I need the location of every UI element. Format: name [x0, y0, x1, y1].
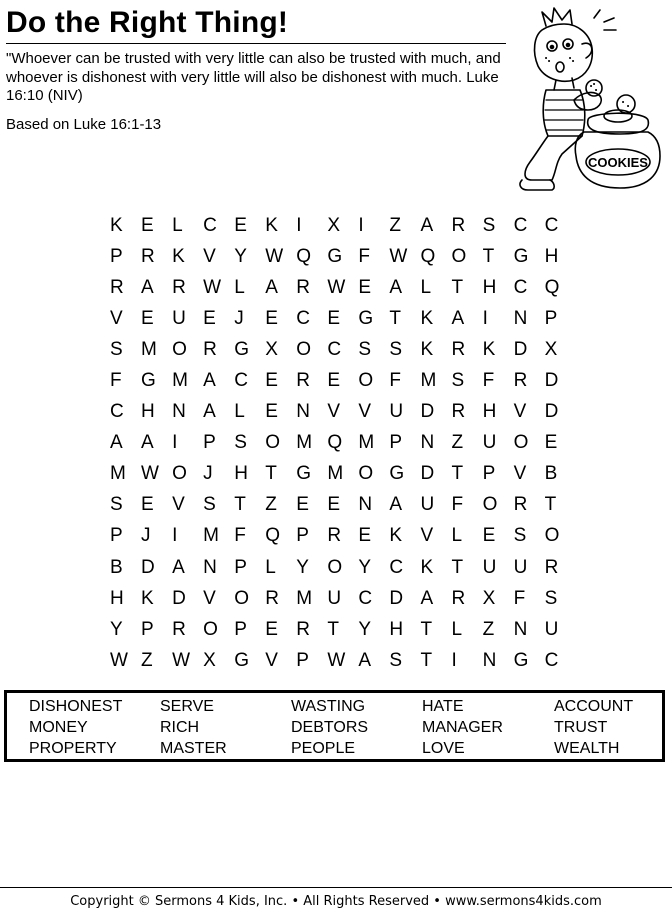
grid-letter: A — [358, 649, 372, 671]
grid-letter: S — [358, 339, 372, 361]
grid-letter: R — [513, 370, 528, 392]
grid-letter: N — [358, 494, 373, 516]
grid-letter: D — [420, 401, 435, 423]
grid-letter: Y — [234, 246, 247, 268]
grid-letter: E — [234, 215, 247, 236]
word-bank-item: MANAGER — [422, 719, 503, 736]
grid-letter: T — [451, 463, 464, 485]
grid-letter: M — [110, 463, 126, 485]
grid-letter: P — [482, 463, 496, 485]
grid-letter: Y — [358, 556, 372, 578]
grid-letter: F — [451, 494, 464, 516]
grid-letter: R — [451, 215, 466, 236]
grid-letter: Z — [389, 215, 402, 236]
grid-letter: A — [420, 215, 434, 236]
grid-letter: K — [110, 215, 123, 236]
grid-letter: G — [234, 339, 249, 361]
grid-letter: H — [544, 246, 559, 268]
boy-shoe — [520, 180, 554, 190]
grid-letter: M — [203, 525, 219, 547]
grid-letter: G — [327, 246, 343, 268]
grid-letter: E — [482, 525, 496, 547]
word-bank-item: DEBTORS — [291, 719, 369, 736]
grid-letter: D — [389, 587, 404, 609]
grid-letter: E — [141, 215, 154, 236]
grid-letter: M — [172, 370, 188, 392]
grid-letter: E — [296, 494, 309, 516]
grid-letter: H — [110, 587, 124, 609]
grid-letter: E — [265, 370, 278, 392]
grid-row — [110, 215, 576, 246]
grid-letter: P — [110, 525, 123, 547]
grid-letter: P — [544, 308, 558, 330]
grid-letter: T — [451, 277, 464, 299]
grid-letter: R — [513, 494, 528, 516]
grid-letter: A — [451, 308, 465, 330]
grid-letter: F — [110, 370, 122, 392]
grid-letter: X — [265, 339, 278, 361]
grid-letter: G — [358, 308, 374, 330]
grid-letter: F — [513, 587, 526, 609]
grid-letter: D — [172, 587, 186, 609]
grid-letter: K — [420, 339, 434, 361]
grid-letter: H — [234, 463, 248, 485]
grid-letter: U — [389, 401, 404, 423]
grid-letter: T — [451, 556, 464, 578]
grid-letter: E — [141, 494, 154, 516]
grid-letter: V — [513, 463, 527, 485]
grid-letter: V — [513, 401, 527, 423]
grid-letter: T — [544, 494, 557, 516]
grid-letter: I — [482, 308, 488, 330]
grid-letter: I — [172, 432, 178, 454]
grid-letter: Z — [265, 494, 277, 516]
grid-letter: I — [451, 649, 457, 671]
grid-letter: H — [482, 277, 497, 299]
grid-letter: C — [513, 277, 528, 299]
grid-letter: O — [358, 463, 374, 485]
grid-letter: B — [110, 556, 123, 578]
grid-letter: A — [203, 401, 216, 423]
grid-letter: S — [513, 525, 527, 547]
grid-letter: L — [234, 401, 245, 423]
word-bank-item: SERVE — [160, 698, 214, 715]
grid-letter: C — [389, 556, 404, 578]
grid-letter: K — [420, 556, 434, 578]
grid-letter: S — [544, 587, 558, 609]
grid-letter: P — [296, 525, 309, 547]
grid-letter: H — [389, 618, 404, 640]
grid-letter: P — [296, 649, 309, 671]
grid-letter: W — [141, 463, 159, 485]
grid-letter: K — [141, 587, 154, 609]
grid-letter: P — [141, 618, 154, 640]
grid-letter: E — [358, 525, 372, 547]
grid-letter: U — [327, 587, 342, 609]
boy-head — [535, 24, 593, 81]
grid-row — [110, 246, 576, 277]
word-bank-item: LOVE — [422, 740, 465, 757]
grid-letter: R — [110, 277, 124, 299]
grid-letter: T — [420, 618, 433, 640]
word-bank-item: PROPERTY — [29, 740, 117, 757]
grid-letter: T — [265, 463, 277, 485]
grid-letter: L — [451, 618, 463, 640]
word-bank-item: PEOPLE — [291, 740, 356, 757]
grid-letter: G — [513, 649, 529, 671]
grid-letter: E — [327, 494, 341, 516]
grid-letter: C — [110, 401, 124, 423]
grid-letter: P — [389, 432, 403, 454]
grid-letter: N — [203, 556, 217, 578]
grid-letter: P — [234, 556, 247, 578]
grid-letter: N — [482, 649, 497, 671]
grid-letter: D — [544, 401, 559, 423]
grid-letter: W — [389, 246, 408, 268]
grid-row — [110, 494, 576, 525]
grid-letter: W — [327, 277, 346, 299]
grid-letter: U — [513, 556, 528, 578]
grid-letter: T — [327, 618, 339, 640]
grid-letter: L — [451, 525, 463, 547]
grid-letter: S — [110, 494, 123, 516]
grid-letter: K — [172, 246, 185, 268]
grid-letter: U — [420, 494, 435, 516]
grid-letter: E — [265, 618, 278, 640]
grid-letter: O — [358, 370, 374, 392]
word-bank-item: TRUST — [554, 719, 608, 736]
word-bank-item: HATE — [422, 698, 464, 715]
grid-letter: S — [234, 432, 247, 454]
grid-letter: U — [544, 618, 559, 640]
grid-letter: Y — [358, 618, 372, 640]
grid-letter: R — [296, 618, 311, 640]
grid-row — [110, 339, 576, 370]
grid-letter: E — [327, 370, 341, 392]
grid-letter: F — [358, 246, 370, 268]
boy-legs — [525, 136, 582, 180]
grid-letter: U — [482, 432, 497, 454]
word-bank-item: WEALTH — [554, 740, 620, 757]
word-bank-item: MONEY — [29, 719, 88, 736]
grid-letter: O — [451, 246, 467, 268]
grid-letter: C — [203, 215, 217, 236]
grid-letter: J — [203, 463, 213, 485]
grid-letter: F — [482, 370, 495, 392]
grid-letter: C — [358, 587, 373, 609]
grid-letter: Q — [420, 246, 436, 268]
grid-letter: O — [513, 432, 529, 454]
grid-letter: R — [451, 339, 466, 361]
grid-letter: V — [203, 246, 216, 268]
grid-letter: E — [203, 308, 216, 330]
grid-letter: F — [234, 525, 246, 547]
footer-divider — [0, 887, 672, 888]
grid-letter: O — [265, 432, 281, 454]
grid-letter: R — [544, 556, 559, 578]
word-search-grid — [110, 215, 576, 681]
grid-letter: E — [265, 401, 278, 423]
grid-letter: O — [327, 556, 343, 578]
grid-row — [110, 308, 576, 339]
grid-letter: V — [110, 308, 123, 330]
grid-letter: D — [141, 556, 155, 578]
grid-letter: R — [203, 339, 217, 361]
grid-letter: G — [389, 463, 405, 485]
grid-letter: A — [172, 556, 185, 578]
grid-letter: R — [141, 246, 155, 268]
grid-letter: C — [513, 215, 528, 236]
grid-letter: T — [482, 246, 495, 268]
grid-letter: V — [172, 494, 185, 516]
page-title: Do the Right Thing! — [6, 6, 289, 39]
word-bank-item: DISHONEST — [29, 698, 123, 715]
word-bank-item: WASTING — [291, 698, 366, 715]
jar-label-text: COOKIES — [588, 155, 648, 170]
grid-letter: O — [482, 494, 498, 516]
boy-with-cookie-jar-illustration — [512, 4, 662, 194]
grid-letter: O — [296, 339, 312, 361]
grid-letter: V — [265, 649, 278, 671]
grid-letter: Z — [482, 618, 495, 640]
grid-letter: U — [482, 556, 497, 578]
grid-letter: M — [358, 432, 375, 454]
grid-letter: G — [296, 463, 312, 485]
grid-letter: A — [389, 494, 403, 516]
grid-letter: U — [172, 308, 186, 330]
grid-letter: H — [482, 401, 497, 423]
scripture-reference: Based on Luke 16:1-13 — [6, 116, 162, 133]
grid-letter: R — [451, 401, 466, 423]
grid-letter: I — [296, 215, 302, 236]
grid-letter: N — [513, 618, 528, 640]
grid-row — [110, 370, 576, 401]
grid-letter: P — [203, 432, 216, 454]
grid-letter: K — [420, 308, 434, 330]
word-bank-item: MASTER — [160, 740, 227, 757]
grid-letter: A — [110, 432, 123, 454]
grid-letter: R — [296, 277, 311, 299]
grid-letter: I — [358, 215, 364, 236]
boy-hair — [542, 8, 572, 26]
grid-letter: O — [234, 587, 249, 609]
grid-letter: K — [265, 215, 278, 236]
grid-letter: I — [172, 525, 178, 547]
grid-row — [110, 619, 576, 650]
grid-letter: L — [420, 277, 432, 299]
grid-letter: O — [544, 525, 560, 547]
grid-letter: L — [172, 215, 183, 236]
grid-letter: T — [234, 494, 246, 516]
grid-letter: W — [327, 649, 346, 671]
grid-letter: S — [389, 339, 403, 361]
grid-letter: V — [358, 401, 372, 423]
title-divider — [6, 43, 506, 44]
grid-letter: R — [172, 618, 186, 640]
grid-letter: M — [296, 432, 313, 454]
grid-letter: Y — [110, 618, 123, 640]
grid-letter: A — [141, 432, 154, 454]
grid-letter: O — [172, 339, 187, 361]
boy-mouth — [556, 62, 564, 72]
surprise-marks — [594, 10, 616, 30]
grid-letter: T — [420, 649, 433, 671]
grid-letter: Y — [296, 556, 309, 578]
copyright-footer: Copyright © Sermons 4 Kids, Inc. • All Rights Reserved • www.sermons4kids.com — [70, 894, 602, 909]
grid-letter: Q — [327, 432, 343, 454]
grid-letter: B — [544, 463, 558, 485]
grid-letter: E — [141, 308, 154, 330]
grid-letter: W — [172, 649, 191, 671]
grid-letter: X — [203, 649, 216, 671]
grid-letter: N — [296, 401, 311, 423]
word-bank-item: ACCOUNT — [554, 698, 634, 715]
grid-letter: W — [110, 649, 128, 671]
grid-letter: M — [420, 370, 437, 392]
grid-letter: K — [389, 525, 403, 547]
grid-letter: C — [327, 339, 342, 361]
grid-letter: E — [544, 432, 558, 454]
grid-letter: G — [141, 370, 156, 392]
grid-letter: X — [544, 339, 558, 361]
grid-letter: N — [513, 308, 528, 330]
grid-letter: Q — [296, 246, 312, 268]
grid-row — [110, 463, 576, 494]
grid-letter: K — [482, 339, 496, 361]
grid-letter: A — [420, 587, 434, 609]
grid-row — [110, 432, 576, 463]
grid-letter: S — [482, 215, 496, 236]
grid-letter: C — [234, 370, 248, 392]
grid-row — [110, 277, 576, 308]
grid-letter: D — [420, 463, 435, 485]
grid-letter: C — [296, 308, 311, 330]
grid-letter: V — [420, 525, 434, 547]
grid-letter: E — [327, 308, 341, 330]
grid-letter: H — [141, 401, 155, 423]
grid-letter: E — [358, 277, 372, 299]
grid-letter: Z — [451, 432, 464, 454]
grid-letter: A — [141, 277, 154, 299]
bible-verse: "Whoever can be trusted with very little can also be trusted with much, and whoever is dishonest with very little will also be dishonest with much. Luke 16:10 (NIV) — [6, 50, 501, 104]
grid-letter: A — [203, 370, 216, 392]
grid-letter: P — [110, 246, 123, 268]
grid-letter: L — [265, 556, 276, 578]
grid-letter: D — [513, 339, 528, 361]
grid-letter: J — [141, 525, 151, 547]
grid-letter: M — [141, 339, 157, 361]
grid-letter: L — [234, 277, 245, 299]
grid-letter: S — [203, 494, 216, 516]
grid-letter: N — [420, 432, 435, 454]
grid-letter: A — [265, 277, 278, 299]
grid-row — [110, 588, 576, 619]
cookie-jar-lid — [588, 113, 649, 134]
grid-row — [110, 650, 576, 681]
grid-letter: M — [327, 463, 344, 485]
word-bank-item: RICH — [160, 719, 200, 736]
grid-letter: W — [203, 277, 222, 299]
grid-letter: P — [234, 618, 247, 640]
grid-letter: W — [265, 246, 284, 268]
grid-letter: Q — [544, 277, 560, 299]
grid-letter: A — [389, 277, 403, 299]
grid-letter: R — [296, 370, 311, 392]
word-bank — [4, 690, 665, 762]
grid-letter: C — [544, 215, 559, 236]
grid-letter: M — [296, 587, 313, 609]
grid-letter: O — [203, 618, 218, 640]
grid-letter: X — [327, 215, 341, 236]
grid-letter: N — [172, 401, 186, 423]
grid-letter: G — [234, 649, 249, 671]
grid-letter: X — [482, 587, 496, 609]
grid-letter: Z — [141, 649, 153, 671]
grid-letter: O — [172, 463, 187, 485]
grid-letter: S — [389, 649, 403, 671]
grid-letter: G — [513, 246, 529, 268]
grid-row — [110, 525, 576, 556]
grid-letter: D — [544, 370, 559, 392]
grid-letter: V — [327, 401, 341, 423]
grid-letter: R — [327, 525, 342, 547]
grid-letter: F — [389, 370, 402, 392]
grid-letter: J — [234, 308, 244, 330]
grid-letter: C — [544, 649, 559, 671]
grid-letter: T — [389, 308, 402, 330]
grid-letter: R — [172, 277, 186, 299]
grid-letter: Q — [265, 525, 281, 547]
grid-letter: S — [110, 339, 123, 361]
grid-letter: R — [451, 587, 466, 609]
grid-row — [110, 401, 576, 432]
grid-row — [110, 557, 576, 588]
grid-letter: S — [451, 370, 465, 392]
grid-letter: V — [203, 587, 216, 609]
grid-letter: R — [265, 587, 279, 609]
grid-letter: E — [265, 308, 278, 330]
